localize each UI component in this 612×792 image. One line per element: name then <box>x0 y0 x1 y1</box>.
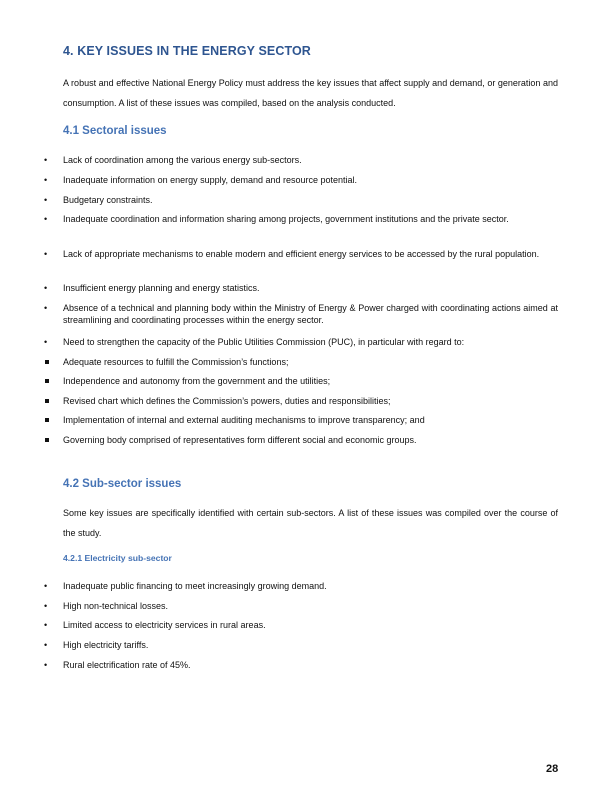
list-item-text: Inadequate coordination and information sharing among projects, government institutions and the private sector. <box>63 214 509 224</box>
bullet-icon: • <box>44 303 48 313</box>
bullet-icon: • <box>44 283 48 293</box>
page-heading: 4. KEY ISSUES IN THE ENERGY SECTOR <box>63 44 311 58</box>
intro-paragraph: A robust and effective National Energy Policy must address the key issues that affect supply and demand, or generation and consumption. A list of these issues was compiled, based on the analysis conducted. <box>63 78 558 108</box>
bullet-icon: • <box>44 214 48 224</box>
list-item-text: Limited access to electricity services in rural areas. <box>63 620 266 630</box>
list-item-text: Budgetary constraints. <box>63 195 153 205</box>
section-4-1-title: 4.1 Sectoral issues <box>63 125 167 137</box>
bullet-icon: • <box>44 175 48 185</box>
bullet-icon: • <box>44 195 48 205</box>
bullet-icon: • <box>44 337 48 347</box>
square-bullet-icon <box>45 360 49 364</box>
list-item-text: Absence of a technical and planning body within the Ministry of Energy & Power charged with coordinating actions aimed at streamlining and coordinating processes within the energy sector. <box>63 303 558 325</box>
square-bullet-icon <box>45 379 49 383</box>
list-item-text: Adequate resources to fulfill the Commission’s functions; <box>63 357 289 367</box>
square-bullet-icon <box>45 438 49 442</box>
list-item-text: Lack of coordination among the various energy sub-sectors. <box>63 155 302 165</box>
bullet-icon: • <box>44 660 48 670</box>
list-item-text: Governing body comprised of representatives form different social and economic groups. <box>63 435 417 445</box>
bullet-icon: • <box>44 640 48 650</box>
list-item-text: Insufficient energy planning and energy statistics. <box>63 283 260 293</box>
bullet-icon: • <box>44 581 48 591</box>
section-4-2-paragraph: Some key issues are specifically identified with certain sub-sectors. A list of these issues was compiled over the course of the study. <box>63 508 558 538</box>
list-item-text: High non-technical losses. <box>63 601 169 611</box>
bullet-icon: • <box>44 249 48 259</box>
list-item-text: Independence and autonomy from the government and the utilities; <box>63 376 331 386</box>
list-item-text: Revised chart which defines the Commission’s powers, duties and responsibilities; <box>63 396 391 406</box>
bullet-icon: • <box>44 155 48 165</box>
list-item-text: Lack of appropriate mechanisms to enable modern and efficient energy services to be accessed by the rural population. <box>63 249 540 259</box>
section-4-2-title: 4.2 Sub-sector issues <box>63 478 182 490</box>
list-item-text: Rural electrification rate of 45%. <box>63 660 191 670</box>
page-number: 28 <box>546 763 559 775</box>
list-item-text: Inadequate public financing to meet increasingly growing demand. <box>63 581 327 591</box>
bullet-icon: • <box>44 601 48 611</box>
square-bullet-icon <box>45 399 49 403</box>
list-item-text: High electricity tariffs. <box>63 640 149 650</box>
list-item-text: Need to strengthen the capacity of the Public Utilities Commission (PUC), in particular with regard to: <box>63 337 465 347</box>
subsection-4-2-1-title: 4.2.1 Electricity sub-sector <box>63 553 172 563</box>
bullet-icon: • <box>44 620 48 630</box>
list-item-text: Inadequate information on energy supply, demand and resource potential. <box>63 175 358 185</box>
square-bullet-icon <box>45 418 49 422</box>
list-item-text: Implementation of internal and external auditing mechanisms to improve transparency; and <box>63 415 425 425</box>
